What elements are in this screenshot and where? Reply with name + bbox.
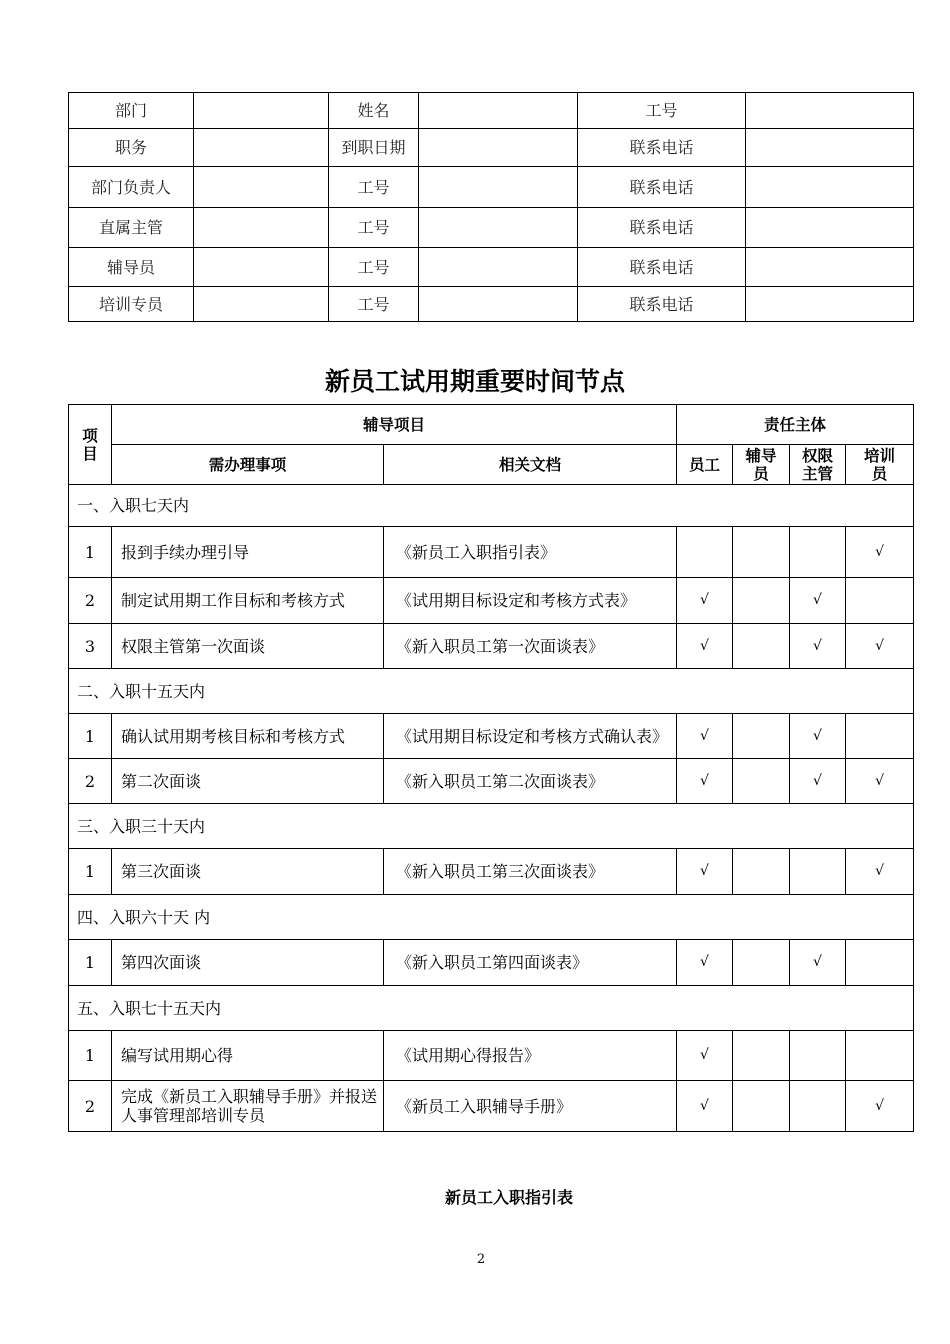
trainer-check-cell <box>846 940 914 986</box>
info-label: 职务 <box>69 129 194 167</box>
info-value-field[interactable] <box>194 208 329 248</box>
page-number: 2 <box>476 1252 486 1267</box>
employee-check-cell <box>677 578 733 624</box>
trainer-check-cell <box>846 1081 914 1132</box>
task-cell: 权限主管第一次面谈 <box>112 624 384 669</box>
info-label: 工号 <box>329 167 419 208</box>
check-mark-icon: √ <box>700 637 709 654</box>
info-row <box>69 129 914 167</box>
document-cell: 《试用期目标设定和考核方式确认表》 <box>384 714 677 759</box>
check-mark-icon: √ <box>813 637 822 654</box>
employee-check-cell <box>677 1081 733 1132</box>
check-mark-icon: √ <box>700 954 709 970</box>
row-number: 2 <box>69 578 112 624</box>
info-value-field[interactable] <box>746 93 914 129</box>
supervisor-check-cell <box>790 940 846 986</box>
trainer-check-cell <box>846 1031 914 1081</box>
info-label: 工号 <box>329 287 419 322</box>
check-mark-icon: √ <box>875 543 884 560</box>
info-value-field[interactable] <box>746 208 914 248</box>
section-row <box>69 895 914 940</box>
document-cell: 《新入职员工第四面谈表》 <box>384 940 677 986</box>
check-mark-icon: √ <box>700 727 709 744</box>
info-value-field[interactable] <box>746 287 914 322</box>
supervisor-check-cell <box>790 714 846 759</box>
supervisor-check-cell <box>790 849 846 895</box>
info-label: 姓名 <box>329 93 419 129</box>
table-row <box>69 527 914 578</box>
employee-check-cell <box>677 849 733 895</box>
trainer-check-cell <box>846 578 914 624</box>
info-value-field[interactable] <box>194 167 329 208</box>
header-supervisor: 权限主管 <box>790 445 846 485</box>
trainer-check-cell <box>846 624 914 669</box>
task-cell: 第三次面谈 <box>112 849 384 895</box>
table-row <box>69 940 914 986</box>
row-number: 2 <box>69 759 112 804</box>
header-item: 项目 <box>69 405 112 485</box>
table-row <box>69 849 914 895</box>
employee-check-cell <box>677 624 733 669</box>
info-label: 联系电话 <box>578 208 746 248</box>
supervisor-check-cell <box>790 1081 846 1132</box>
info-value-field[interactable] <box>419 129 578 167</box>
document-cell: 《新入职员工第一次面谈表》 <box>384 624 677 669</box>
info-row <box>69 93 914 129</box>
info-label: 联系电话 <box>578 129 746 167</box>
check-mark-icon: √ <box>875 863 884 879</box>
trainer-check-cell <box>846 527 914 578</box>
row-number: 3 <box>69 624 112 669</box>
supervisor-check-cell <box>790 759 846 804</box>
task-cell: 确认试用期考核目标和考核方式 <box>112 714 384 759</box>
section-row <box>69 986 914 1031</box>
document-cell: 《新员工入职辅导手册》 <box>384 1081 677 1132</box>
table-row <box>69 578 914 624</box>
mentor-check-cell <box>733 940 790 986</box>
check-mark-icon: √ <box>875 1097 884 1114</box>
row-number: 1 <box>69 940 112 986</box>
check-mark-icon: √ <box>813 772 822 789</box>
header-task: 需办理事项 <box>112 445 384 485</box>
employee-info-table <box>68 92 914 322</box>
info-row <box>69 248 914 287</box>
section-subtitle: 新员工入职指引表 <box>444 1188 573 1207</box>
mentor-check-cell <box>733 1031 790 1081</box>
info-label: 培训专员 <box>69 287 194 322</box>
info-value-field[interactable] <box>746 248 914 287</box>
document-cell: 《新入职员工第二次面谈表》 <box>384 759 677 804</box>
check-mark-icon: √ <box>813 954 822 970</box>
section-label: 三、入职三十天内 <box>69 804 914 849</box>
header-mentor: 辅导员 <box>733 445 790 485</box>
mentor-check-cell <box>733 578 790 624</box>
task-cell: 第二次面谈 <box>112 759 384 804</box>
section-row <box>69 669 914 714</box>
table-row <box>69 714 914 759</box>
section-row <box>69 804 914 849</box>
info-value-field[interactable] <box>419 208 578 248</box>
task-cell: 报到手续办理引导 <box>112 527 384 578</box>
table-row <box>69 624 914 669</box>
header-docs: 相关文档 <box>384 445 677 485</box>
document-cell: 《新员工入职指引表》 <box>384 527 677 578</box>
info-label: 工号 <box>329 208 419 248</box>
row-number: 2 <box>69 1081 112 1132</box>
check-mark-icon: √ <box>700 1097 709 1114</box>
info-label: 辅导员 <box>69 248 194 287</box>
info-label: 到职日期 <box>329 129 419 167</box>
section-label: 四、入职六十天 内 <box>69 895 914 940</box>
supervisor-check-cell <box>790 1031 846 1081</box>
mentor-check-cell <box>733 624 790 669</box>
mentor-check-cell <box>733 714 790 759</box>
info-label: 直属主管 <box>69 208 194 248</box>
info-value-field[interactable] <box>194 287 329 322</box>
info-label: 工号 <box>329 248 419 287</box>
info-value-field[interactable] <box>194 248 329 287</box>
employee-check-cell <box>677 759 733 804</box>
table-row <box>69 1081 914 1132</box>
check-mark-icon: √ <box>875 637 884 654</box>
mentor-check-cell <box>733 849 790 895</box>
check-mark-icon: √ <box>700 772 709 789</box>
mentor-check-cell <box>733 527 790 578</box>
info-label: 联系电话 <box>578 167 746 208</box>
page-title: 新员工试用期重要时间节点 <box>324 367 625 396</box>
row-number: 1 <box>69 714 112 759</box>
info-value-field[interactable] <box>419 287 578 322</box>
row-number: 1 <box>69 527 112 578</box>
header-guidance: 辅导项目 <box>112 405 677 445</box>
check-mark-icon: √ <box>875 772 884 789</box>
check-mark-icon: √ <box>700 1047 709 1063</box>
table-row <box>69 1031 914 1081</box>
mentor-check-cell <box>733 759 790 804</box>
task-cell: 完成《新员工入职辅导手册》并报送人事管理部培训专员 <box>112 1081 384 1132</box>
row-number: 1 <box>69 1031 112 1081</box>
check-mark-icon: √ <box>813 727 822 744</box>
info-label: 工号 <box>578 93 746 129</box>
info-value-field[interactable] <box>194 129 329 167</box>
document-cell: 《试用期心得报告》 <box>384 1031 677 1081</box>
employee-check-cell <box>677 1031 733 1081</box>
header-employee: 员工 <box>677 445 733 485</box>
supervisor-check-cell <box>790 578 846 624</box>
row-number: 1 <box>69 849 112 895</box>
info-value-field[interactable] <box>419 248 578 287</box>
section-label: 二、入职十五天内 <box>69 669 914 714</box>
header-responsible: 责任主体 <box>677 405 914 445</box>
info-label: 部门负责人 <box>69 167 194 208</box>
table-row <box>69 759 914 804</box>
document-cell: 《试用期目标设定和考核方式表》 <box>384 578 677 624</box>
info-value-field[interactable] <box>419 167 578 208</box>
info-label: 联系电话 <box>578 248 746 287</box>
info-label: 部门 <box>69 93 194 129</box>
info-value-field[interactable] <box>746 167 914 208</box>
section-label: 一、入职七天内 <box>69 485 914 527</box>
info-value-field[interactable] <box>194 93 329 129</box>
schedule-table <box>68 404 914 1132</box>
info-row <box>69 167 914 208</box>
supervisor-check-cell <box>790 527 846 578</box>
employee-check-cell <box>677 527 733 578</box>
task-cell: 第四次面谈 <box>112 940 384 986</box>
section-label: 五、入职七十五天内 <box>69 986 914 1031</box>
task-cell: 编写试用期心得 <box>112 1031 384 1081</box>
mentor-check-cell <box>733 1081 790 1132</box>
trainer-check-cell <box>846 849 914 895</box>
check-mark-icon: √ <box>700 863 709 879</box>
trainer-check-cell <box>846 714 914 759</box>
employee-check-cell <box>677 940 733 986</box>
trainer-check-cell <box>846 759 914 804</box>
check-mark-icon: √ <box>700 592 709 608</box>
section-row <box>69 485 914 527</box>
info-row <box>69 287 914 322</box>
info-row <box>69 208 914 248</box>
header-trainer: 培训员 <box>846 445 914 485</box>
employee-check-cell <box>677 714 733 759</box>
check-mark-icon: √ <box>813 592 822 608</box>
info-label: 联系电话 <box>578 287 746 322</box>
info-value-field[interactable] <box>746 129 914 167</box>
info-value-field[interactable] <box>419 93 578 129</box>
document-cell: 《新入职员工第三次面谈表》 <box>384 849 677 895</box>
task-cell: 制定试用期工作目标和考核方式 <box>112 578 384 624</box>
supervisor-check-cell <box>790 624 846 669</box>
